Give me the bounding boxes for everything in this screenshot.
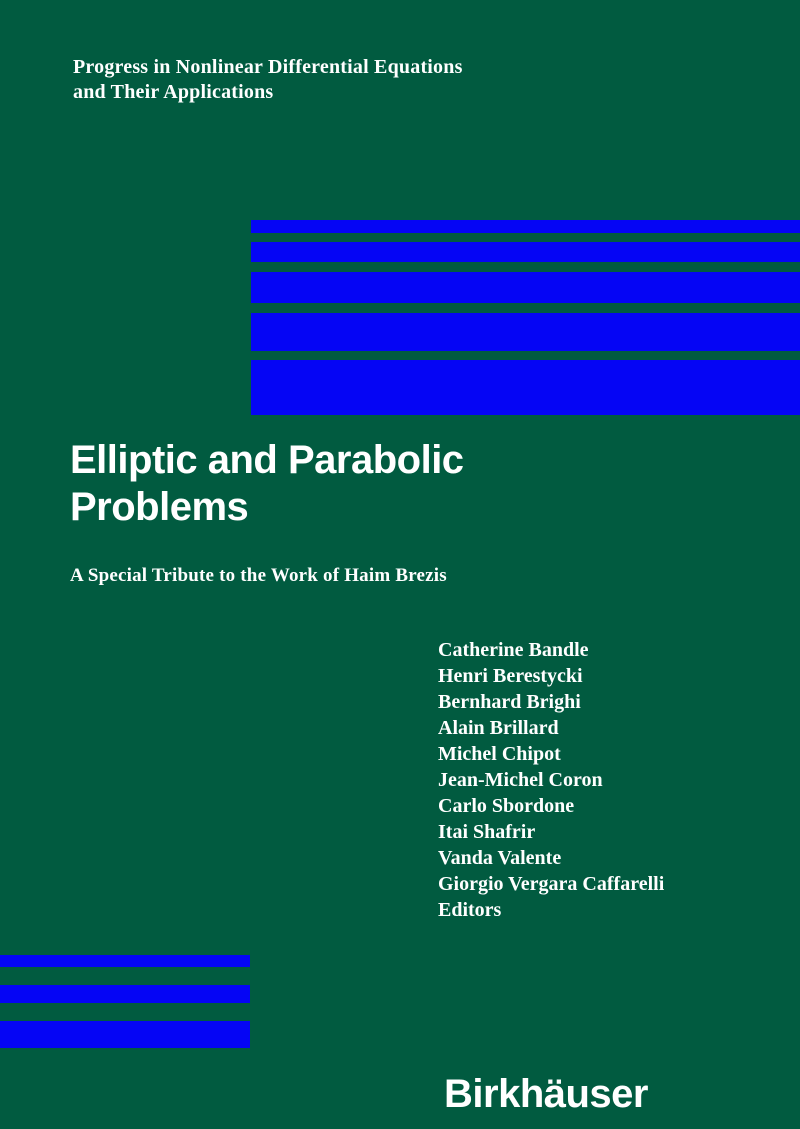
book-title	[70, 437, 464, 531]
publisher-logo: Birkhäuser	[444, 1072, 648, 1116]
series-title-line2: and Their Applications	[73, 81, 274, 103]
editor-name: Jean-Michel Coron	[438, 769, 603, 791]
editors-label: Editors	[438, 899, 502, 921]
editor-name: Michel Chipot	[438, 743, 561, 765]
decorative-stripe	[0, 955, 250, 967]
series-title	[73, 55, 463, 105]
decorative-stripe	[251, 313, 800, 351]
book-subtitle: A Special Tribute to the Work of Haim Brezis	[70, 565, 447, 586]
editors-list	[438, 637, 664, 923]
decorative-stripe	[251, 272, 800, 303]
editor-name: Alain Brillard	[438, 717, 559, 739]
editor-name: Henri Berestycki	[438, 665, 583, 687]
decorative-stripe	[251, 220, 800, 233]
decorative-stripe	[0, 1021, 250, 1048]
book-title-line2: Problems	[70, 485, 249, 529]
book-title-line1: Elliptic and Parabolic	[70, 438, 464, 482]
editor-name: Itai Shafrir	[438, 821, 536, 843]
decorative-stripe	[0, 985, 250, 1003]
editor-name: Giorgio Vergara Caffarelli	[438, 873, 665, 895]
decorative-stripe	[251, 242, 800, 262]
editor-name: Catherine Bandle	[438, 639, 589, 661]
editor-name: Carlo Sbordone	[438, 795, 575, 817]
series-title-line1: Progress in Nonlinear Differential Equations	[73, 56, 463, 78]
editor-name: Vanda Valente	[438, 847, 562, 869]
decorative-stripe	[251, 360, 800, 415]
editor-name: Bernhard Brighi	[438, 691, 581, 713]
